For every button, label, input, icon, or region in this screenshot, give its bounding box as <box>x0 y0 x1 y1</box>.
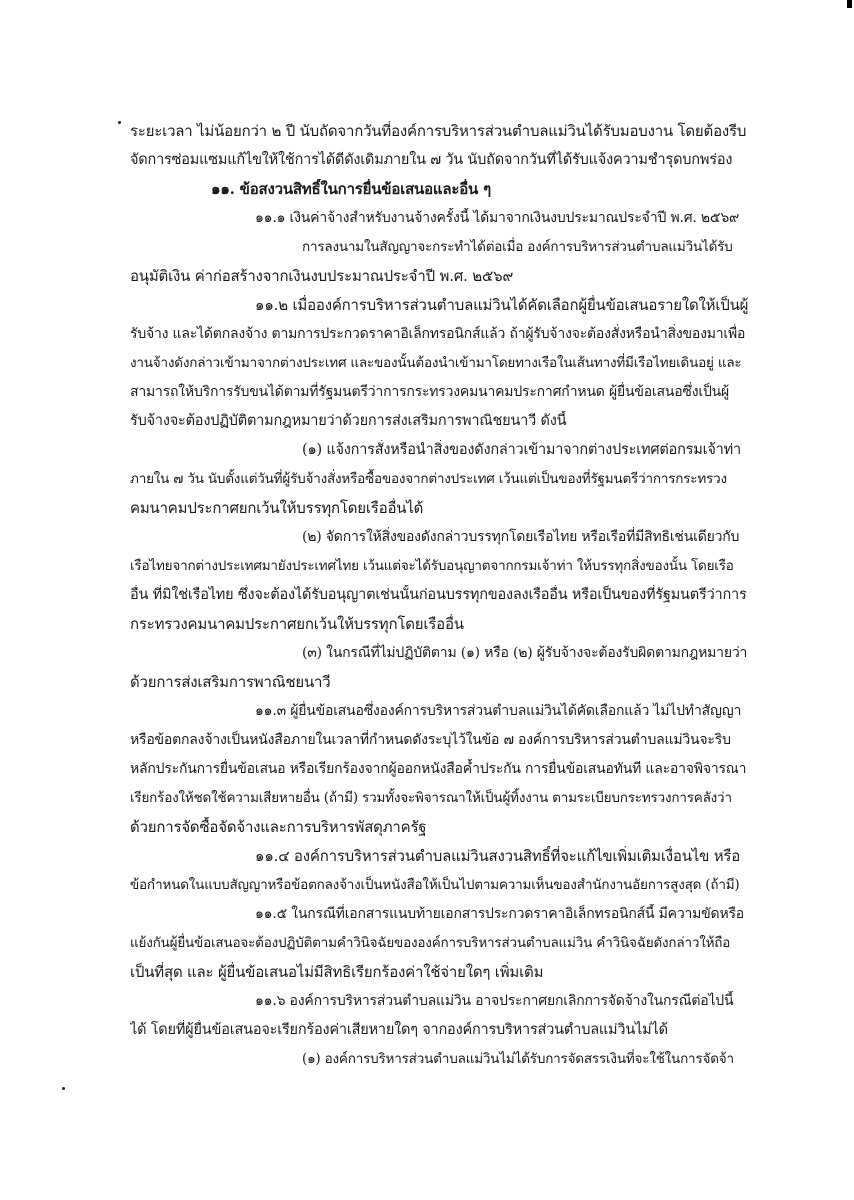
text-line: อื่น ที่มิใช่เรือไทย ซึ่งจะต้องได้รับอนุญาตเช่นนั้นก่อนบรรทุกของลงเรืออื่น หรือเป็นของที่รัฐมนตรีว่าการ <box>130 587 747 603</box>
text-line: ด้วยการจัดซื้อจัดจ้างและการบริหารพัสดุภาครัฐ <box>130 818 427 836</box>
text-line: ๑๑.๒ เมื่อองค์การบริหารส่วนตำบลแม่วินได้คัดเลือกผู้ยื่นข้อเสนอรายใดให้เป็นผู้ <box>255 296 748 314</box>
text-line: จัดการซ่อมแซมแก้ไขให้ใช้การได้ดีดังเดิมภายใน ๗ วัน นับถัดจากวันที่ได้รับแจ้งความชำรุดบกพร่อง <box>130 152 733 168</box>
text-line: ได้ โดยที่ผู้ยื่นข้อเสนอจะเรียกร้องค่าเสียหายใดๆ จากองค์การบริหารส่วนตำบลแม่วินไม่ได้ <box>130 1022 668 1038</box>
text-line: ระยะเวลา ไม่น้อยกว่า ๒ ปี นับถัดจากวันที่องค์การบริหารส่วนตำบลแม่วินได้รับมอบงาน โดยต้องรีบ <box>130 122 747 140</box>
text-line: งานจ้างดังกล่าวเข้ามาจากต่างประเทศ และของนั้นต้องนำเข้ามาโดยทางเรือในเส้นทางที่มีเรือไทยเดินอยู่ และ <box>130 355 742 371</box>
scan-mark <box>847 0 852 8</box>
text-line: ด้วยการส่งเสริมการพาณิชยนาวี <box>130 673 331 691</box>
text-line: ๑๑.๖ องค์การบริหารส่วนตำบลแม่วิน อาจประกาศยกเลิกการจัดจ้างในกรณีต่อไปนี้ <box>255 993 734 1009</box>
text-line: (๒) จัดการให้สิ่งของดังกล่าวบรรทุกโดยเรือไทย หรือเรือที่มีสิทธิเช่นเดียวกับ <box>302 529 740 545</box>
text-line: แย้งกันผู้ยื่นข้อเสนอจะต้องปฏิบัติตามคำวินิจฉัยขององค์การบริหารส่วนตำบลแม่วิน คำวินิจฉัยดังกล่าวให้ถือ <box>130 935 731 951</box>
text-line: หลักประกันการยื่นข้อเสนอ หรือเรียกร้องจากผู้ออกหนังสือค้ำประกัน การยื่นข้อเสนอทันที และอาจพิจารณา <box>130 761 747 777</box>
text-line: (๑) แจ้งการสั่งหรือนำสิ่งของดังกล่าวเข้ามาจากต่างประเทศต่อกรมเจ้าท่า <box>302 442 741 458</box>
text-line: หรือข้อตกลงจ้างเป็นหนังสือภายในเวลาที่กำหนดดังระบุไว้ในข้อ ๗ องค์การบริหารส่วนตำบลแม่วินจะริบ <box>130 732 731 748</box>
text-line: ข้อกำหนดในแบบสัญญาหรือข้อตกลงจ้างเป็นหนังสือให้เป็นไปตามความเห็นของสำนักงานอัยการสูงสุด (ถ้ามี) <box>130 877 740 893</box>
text-line: (๓) ในกรณีที่ไม่ปฏิบัติตาม (๑) หรือ (๒) ผู้รับจ้างจะต้องรับผิดตามกฎหมายว่า <box>302 645 748 661</box>
text-line: ๑๑.๓ ผู้ยื่นข้อเสนอซึ่งองค์การบริหารส่วนตำบลแม่วินได้คัดเลือกแล้ว ไม่ไปทำสัญญา <box>255 703 742 719</box>
text-line: คมนาคมประกาศยกเว้นให้บรรทุกโดยเรืออื่นได้ <box>130 499 424 517</box>
text-line: การลงนามในสัญญาจะกระทำได้ต่อเมื่อ องค์การบริหารส่วนตำบลแม่วินได้รับ <box>302 239 733 255</box>
text-line: กระทรวงคมนาคมประกาศยกเว้นให้บรรทุกโดยเรืออื่น <box>130 615 464 633</box>
text-line: ๑๑.๑ เงินค่าจ้างสำหรับงานจ้างครั้งนี้ ได้มาจากเงินงบประมาณประจำปี พ.ศ. ๒๕๖๙ <box>255 210 740 226</box>
text-line: ภายใน ๗ วัน นับตั้งแต่วันที่ผู้รับจ้างสั่งหรือซื้อของจากต่างประเทศ เว้นแต่เป็นของที่รัฐมนตรีว่าการกระทรวง <box>130 471 727 487</box>
text-line: สามารถให้บริการรับขนได้ตามที่รัฐมนตรีว่าการกระทรวงคมนาคมประกาศกำหนด ผู้ยื่นข้อเสนอซึ่งเป็นผู้ <box>130 384 730 400</box>
text-line: รับจ้าง และได้ตกลงจ้าง ตามการประกวดราคาอิเล็กทรอนิกส์แล้ว ถ้าผู้รับจ้างจะต้องสั่งหรือนำสิ่งของมาเพื่อ <box>130 326 746 342</box>
text-line: ๑๑.๔ องค์การบริหารส่วนตำบลแม่วินสงวนสิทธิ์ที่จะแก้ไขเพิ่มเติมเงื่อนไข หรือ <box>255 847 741 865</box>
text-line: เรียกร้องให้ชดใช้ความเสียหายอื่น (ถ้ามี) รวมทั้งจะพิจารณาให้เป็นผู้ทิ้งงาน ตามระเบียบกระทรวงการคลังว่า <box>130 790 732 806</box>
scan-speck <box>62 1087 65 1090</box>
scan-speck <box>118 121 121 124</box>
text-line: เป็นที่สุด และ ผู้ยื่นข้อเสนอไม่มีสิทธิเรียกร้องค่าใช้จ่ายใดๆ เพิ่มเติม <box>130 963 544 981</box>
text-line: รับจ้างจะต้องปฏิบัติตามกฎหมายว่าด้วยการส่งเสริมการพาณิชยนาวี ดังนี้ <box>130 413 567 429</box>
text-line: (๑) องค์การบริหารส่วนตำบลแม่วินไม่ได้รับการจัดสรรเงินที่จะใช้ในการจัดจ้า <box>302 1051 734 1067</box>
text-line: เรือไทยจากต่างประเทศมายังประเทศไทย เว้นแต่จะได้รับอนุญาตจากกรมเจ้าท่า ให้บรรทุกสิ่งของนั้น โดยเรือ <box>130 558 734 574</box>
section-heading: ๑๑. ข้อสงวนสิทธิ์ในการยื่นข้อเสนอและอื่น ๆ <box>211 180 491 198</box>
text-line: ๑๑.๕ ในกรณีที่เอกสารแนบท้ายเอกสารประกวดราคาอิเล็กทรอนิกส์นี้ มีความขัดหรือ <box>255 906 744 922</box>
text-line: อนุมัติเงิน ค่าก่อสร้างจากเงินงบประมาณประจำปี พ.ศ. ๒๕๖๙ <box>130 267 514 285</box>
